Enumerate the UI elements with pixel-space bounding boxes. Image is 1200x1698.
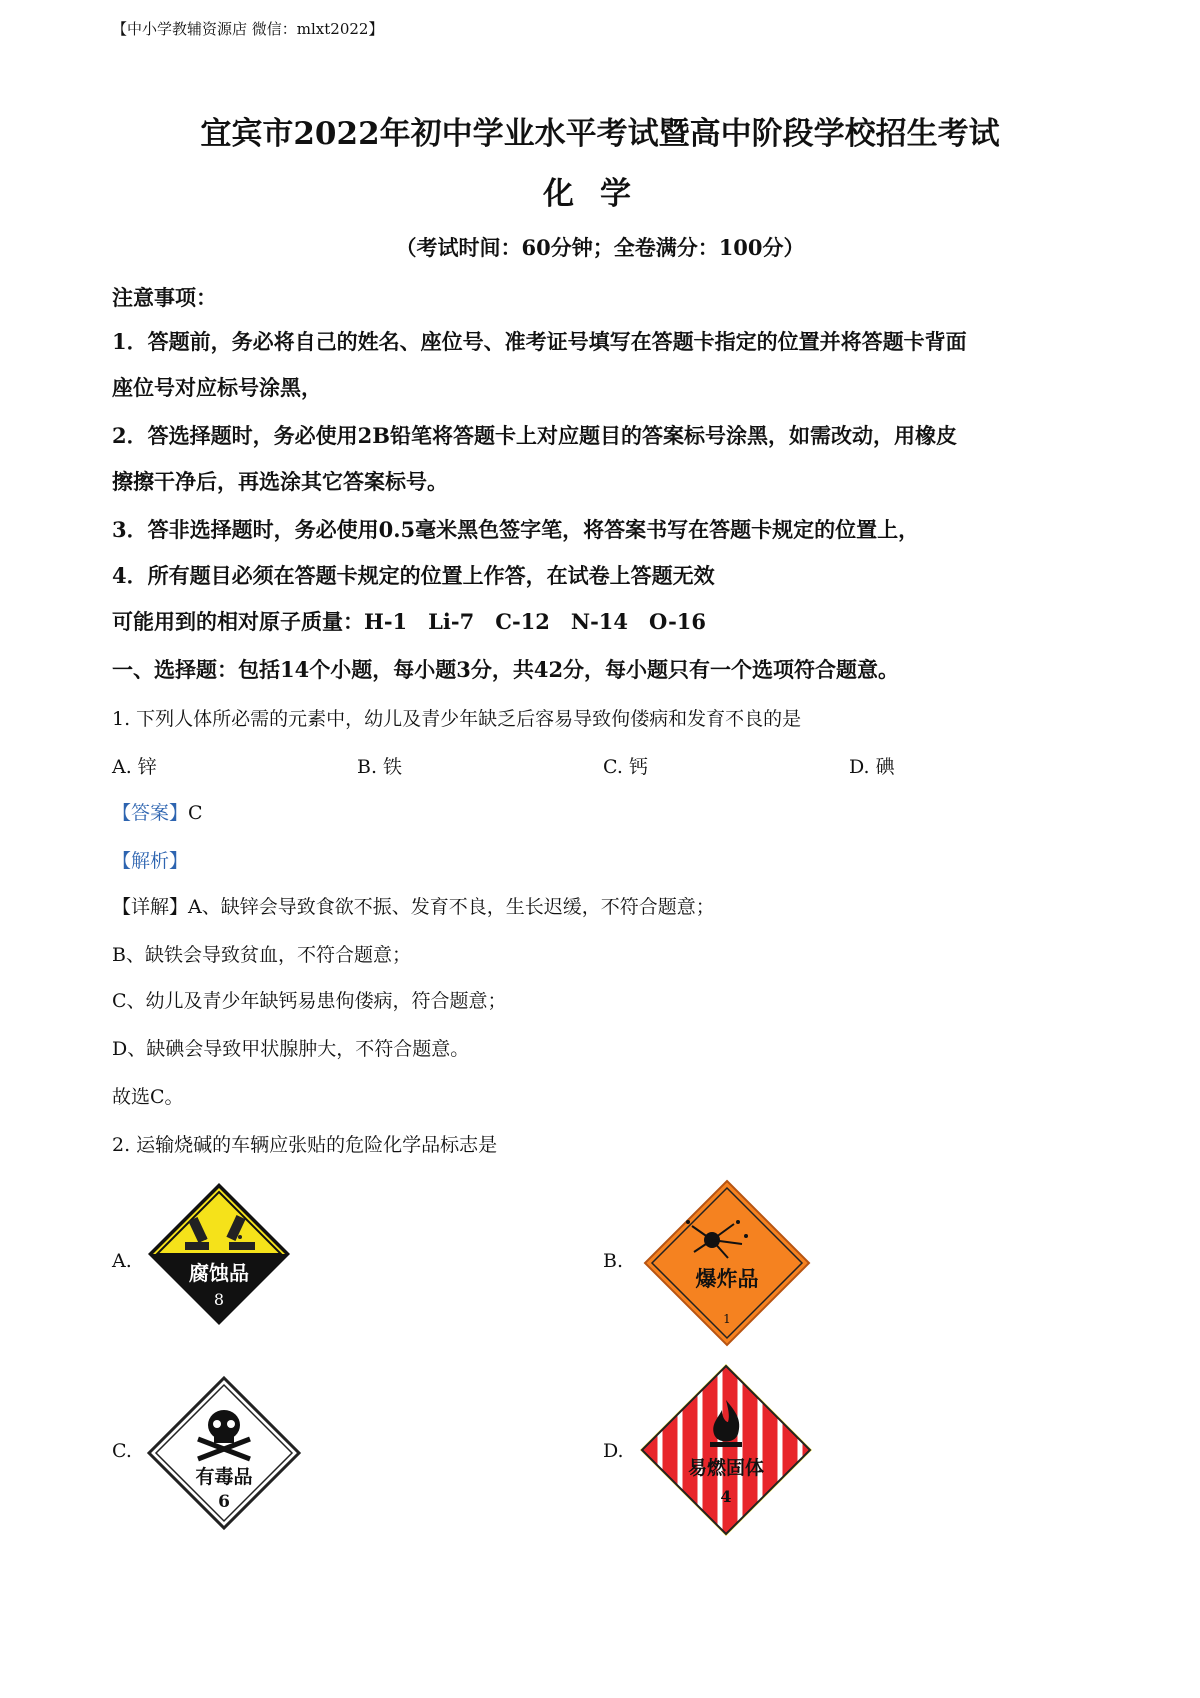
source-watermark: 【中小学教辅资源店 微信：mlxt2022】 [112, 20, 384, 38]
section-1-heading: 一、选择题：包括14个小题，每小题3分，共42分，每小题只有一个选项符合题意。 [112, 657, 900, 682]
detail-line-c: C、幼儿及青少年缺钙易患佝偻病，符合题意； [112, 990, 507, 1012]
note-1-line-1: 1．答题前，务必将自己的姓名、座位号、准考证号填写在答题卡指定的位置并将答题卡背面 [112, 329, 967, 354]
q2-option-d-label: D. [603, 1440, 624, 1462]
q1-option-c: C. 钙 [603, 756, 648, 778]
q2-option-a-label: A. [112, 1250, 132, 1272]
explosive-sign-text: 爆炸品 [695, 1267, 759, 1291]
detail-tag: 【详解】 [112, 896, 189, 918]
note-3: 3．答非选择题时，务必使用0.5毫米黑色签字笔，将答案书写在答题卡规定的位置上， [112, 517, 920, 542]
notes-heading: 注意事项： [112, 285, 217, 310]
detail-line-a [112, 892, 715, 919]
explosive-sign [642, 1178, 812, 1348]
q2-option-b-label: B. [603, 1250, 624, 1272]
conclusion-line: 故选C。 [112, 1086, 184, 1108]
exam-time-info: （考试时间：60分钟；全卷满分：100分） [395, 235, 805, 260]
q1-option-d: D. 碘 [849, 756, 895, 778]
question-2-stem: 2. 运输烧碱的车辆应张贴的危险化学品标志是 [112, 1134, 498, 1156]
exam-title: 宜宾市2022年初中学业水平考试暨高中阶段学校招生考试 [200, 116, 1000, 152]
flammable-solid-sign [638, 1362, 814, 1538]
toxic-sign-number: 6 [218, 1492, 230, 1512]
flammable-sign-text: 易燃固体 [687, 1457, 765, 1479]
detail-a-text: A、缺锌会导致食欲不振、发育不良，生长迟缓，不符合题意； [188, 896, 715, 918]
q2-option-c-label: C. [112, 1440, 132, 1462]
corrosive-sign-yellow-half [153, 1188, 285, 1254]
q1-answer-line [112, 798, 203, 825]
toxic-sign-text: 有毒品 [195, 1466, 253, 1488]
corrosive-sign-text: 腐蚀品 [189, 1261, 249, 1285]
flammable-sign-number: 4 [720, 1487, 732, 1506]
note-2-line-1: 2．答选择题时，务必使用2B铅笔将答题卡上对应题目的答案标号涂黑，如需改动，用橡皮 [112, 423, 957, 448]
atomic-mass-line: 可能用到的相对原子质量：H-1 Li-7 C-12 N-14 O-16 [112, 609, 707, 634]
note-4: 4．所有题目必须在答题卡规定的位置上作答，在试卷上答题无效 [112, 563, 715, 588]
detail-line-b: B、缺铁会导致贫血，不符合题意； [112, 944, 411, 966]
note-1-line-2: 座位号对应标号涂黑， [112, 375, 322, 400]
q1-option-a: A. 锌 [112, 756, 157, 778]
note-2-line-2: 擦擦干净后，再选涂其它答案标号。 [112, 469, 448, 494]
toxic-sign [146, 1375, 302, 1531]
analysis-tag: 【解析】 [112, 850, 189, 872]
question-1-stem: 1. 下列人体所必需的元素中，幼儿及青少年缺乏后容易导致佝偻病和发育不良的是 [112, 708, 802, 730]
answer-value: C [188, 802, 203, 824]
subject-title: 化学 [543, 176, 657, 212]
corrosive-sign [145, 1180, 293, 1328]
corrosive-sign-number: 8 [213, 1290, 225, 1309]
detail-line-d: D、缺碘会导致甲状腺肿大，不符合题意。 [112, 1038, 470, 1060]
explosive-sign-number: 1 [723, 1312, 731, 1326]
q1-option-b: B. 铁 [357, 756, 403, 778]
answer-tag: 【答案】 [112, 802, 189, 824]
